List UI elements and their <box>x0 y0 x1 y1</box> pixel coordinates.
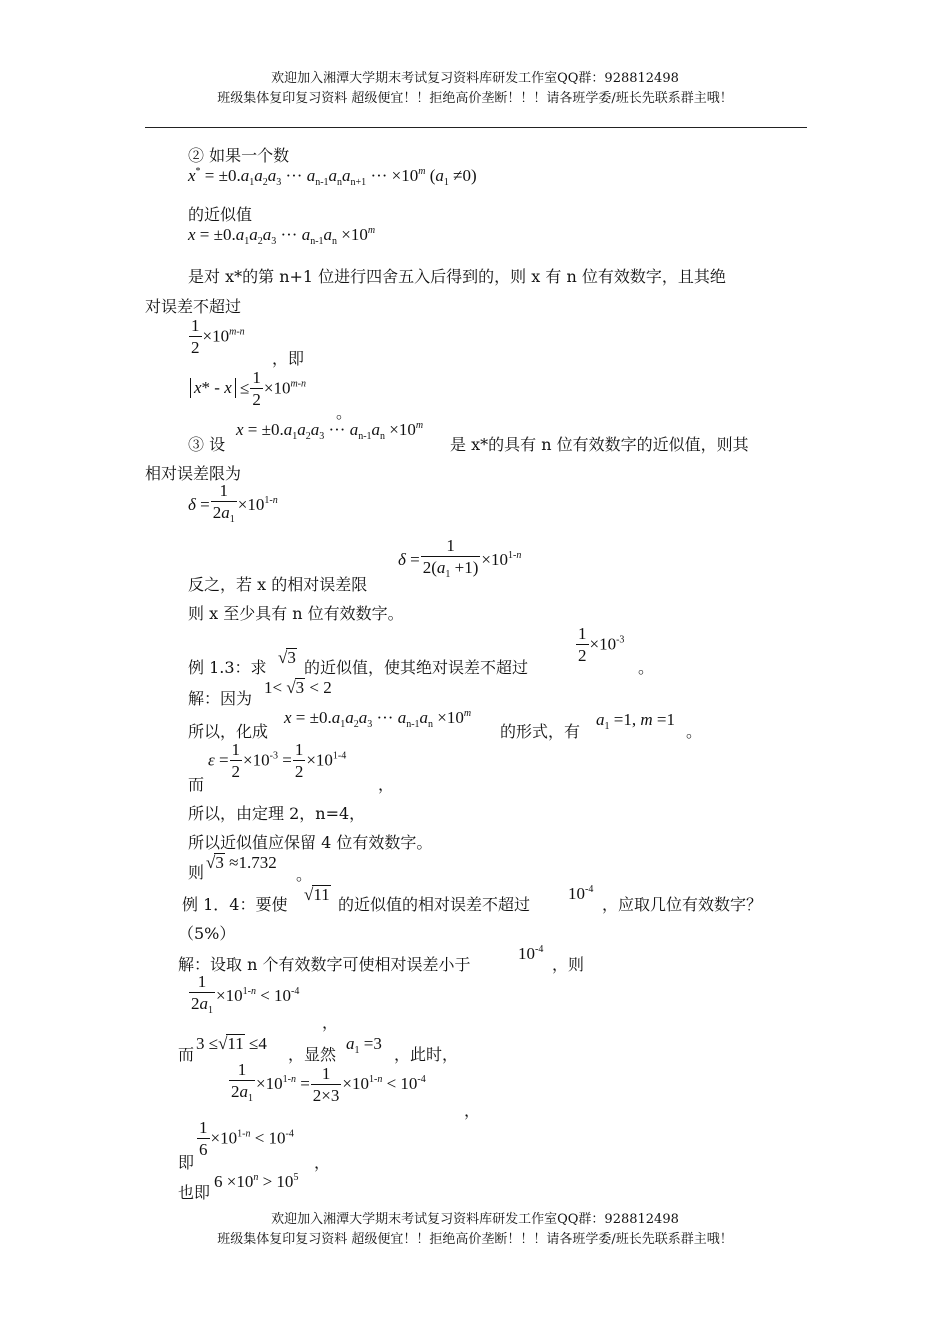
period-3: 。 <box>686 722 703 741</box>
then-prefix: 则 <box>188 863 205 882</box>
formula-sixth-bound: $\frac{1}{6}$ $\times 10^{1-n} < 10^{-4}$ <box>199 1118 294 1159</box>
ex14-pct: （5%） <box>178 924 236 943</box>
ex13-prefix: 例 1.3：求 <box>188 658 267 677</box>
footer-line-2: 班级集体复印复习资料 超级便宜！！拒绝高价垄断！！！请各班学委/班长先联系群主哦！ <box>217 1232 733 1247</box>
ie: ，即 <box>272 349 305 368</box>
explain-a: 是对 x*的第 n+1 位进行四舍五入后得到的，则 x 有 n 位有效数字，且其绝 <box>188 267 726 286</box>
formula-x-form: $x = \pm 0.a_1a_2a_3$ ··· $a_{n-1}a_n \times 10^m$ <box>284 708 472 730</box>
item2-intro: ② 如果一个数 <box>188 146 290 165</box>
sol13-prefix: 解：因为 <box>188 689 253 708</box>
converse-end: 则 x 至少具有 n 位有效数字。 <box>188 604 404 623</box>
formula-a1-m: $a_1 =1$, m =1 <box>596 710 675 732</box>
and-prefix: 而 <box>188 775 205 794</box>
formula-x-approx: $x = \pm 0.a_1a_2a_3$ ··· $a_{n-1}a_n \times 10^m$ <box>188 225 376 247</box>
sqrt11: √11 <box>304 885 330 904</box>
formula-ex13-bound: $\frac{1}{2}$ $\times 10^{-3}$ <box>578 624 625 665</box>
formula-final: $6 \times 10^n > 10^5$ <box>214 1172 299 1191</box>
sqrt3: √3 <box>278 648 296 667</box>
also-namely: 也即 <box>178 1183 211 1202</box>
so-mid: 的形式，有 <box>500 722 581 741</box>
header-rule <box>145 127 807 128</box>
formula-a1-3: $a_1 =3$ <box>346 1034 382 1056</box>
keep-line: 所以近似值应保留 4 位有效数字。 <box>188 833 433 852</box>
formula-half-bound: $\frac{1}{2}$ $\times 10^{m-n}$ <box>191 316 245 357</box>
formula-abs-error: x* - x ≤ $\frac{1}{2}$ $\times 10^{m-n}$ <box>190 368 306 411</box>
comma-4: ， <box>314 1153 331 1172</box>
at-this-time: ，此时， <box>394 1045 459 1064</box>
footer-line-1: 欢迎加入湘潭大学期末考试复习资料库研发工作室QQ群：928812498 <box>271 1212 679 1227</box>
formula-x-star: $x^* = \pm 0.a_1a_2a_3$ ··· $a_{n-1}a_na_{n+1}$ ··· $\times 10^m$ $(a_1 \ne 0)$ <box>188 166 477 188</box>
period-4: 。 <box>296 865 313 884</box>
ex14-mid: 的近似值的相对误差不超过 <box>338 895 531 914</box>
period-1: 。 <box>336 403 353 422</box>
obviously: ，显然 <box>288 1045 337 1064</box>
formula-ten-neg4-b: $10^{-4}$ <box>518 944 544 963</box>
converse: 反之，若 x 的相对误差限 <box>188 575 368 594</box>
item3-line2: 相对误差限为 <box>145 464 242 483</box>
formula-ten-neg4-a: $10^{-4}$ <box>568 884 594 903</box>
period-2: 。 <box>638 658 655 677</box>
explain-b: 对误差不超过 <box>145 297 242 316</box>
formula-rel-bound-3: $\frac{1}{2a_1}$ $\times 10^{1-n}$ = $\frac{1}{2\times 3}$ $\times 10^{1-n} < 10^{-4}$ <box>231 1060 426 1105</box>
comma-3: ， <box>464 1101 481 1120</box>
comma-1: ， <box>378 775 395 794</box>
theorem-line: 所以，由定理 2，n=4， <box>188 804 366 823</box>
sol14-prefix: 解：设取 n 个有效数字可使相对误差小于 <box>178 955 471 974</box>
formula-rel-bound: $\frac{1}{2a_1}$ $\times 10^{1-n} < 10^{-4}$ <box>191 972 300 1016</box>
formula-epsilon: ε = $\frac{1}{2}$ $\times 10^{-3}$ = $\frac{1}{2}$ $\times 10^{1-4}$ <box>208 740 347 781</box>
header-line-2: 班级集体复印复习资料 超级便宜！！拒绝高价垄断！！！请各班学委/班长先联系群主哦！ <box>217 91 733 106</box>
formula-delta-converse: δ = $\frac{1}{2(a_1 +1)}$ $\times 10^{1-n}$ <box>398 536 522 580</box>
ex13-mid: 的近似值，使其绝对误差不超过 <box>304 658 529 677</box>
formula-sqrt3-approx: √3 ≈1.732 <box>206 853 277 872</box>
formula-sqrt11-range: 3 ≤√11 ≤4 <box>196 1034 267 1053</box>
approx-of: 的近似值 <box>188 205 253 224</box>
sol14-suffix: ，则 <box>552 955 585 974</box>
header-line-1: 欢迎加入湘潭大学期末考试复习资料库研发工作室QQ群：928812498 <box>271 71 679 86</box>
formula-sqrt3-range: 1< √3 < 2 <box>264 678 332 697</box>
item3-prefix: ③ 设 <box>188 435 226 454</box>
sqrt3-value: 1.732 <box>238 853 277 872</box>
so-prefix: 所以，化成 <box>188 722 269 741</box>
while-prefix: 而 <box>178 1045 195 1064</box>
comma-2: ， <box>322 1013 339 1032</box>
formula-x-item3: $x = \pm 0.a_1a_2a_3$ ··· $a_{n-1}a_n \times 10^m$ <box>236 420 424 442</box>
item3-suffix: 是 x*的具有 n 位有效数字的近似值，则其 <box>450 435 749 454</box>
ex14-suffix: ，应取几位有效数字？ <box>602 895 763 914</box>
namely: 即 <box>178 1153 195 1172</box>
formula-delta: δ = $\frac{1}{2a_1}$ $\times 10^{1-n}$ <box>188 481 278 525</box>
ex14-prefix: 例 1．4：要使 <box>182 895 288 914</box>
